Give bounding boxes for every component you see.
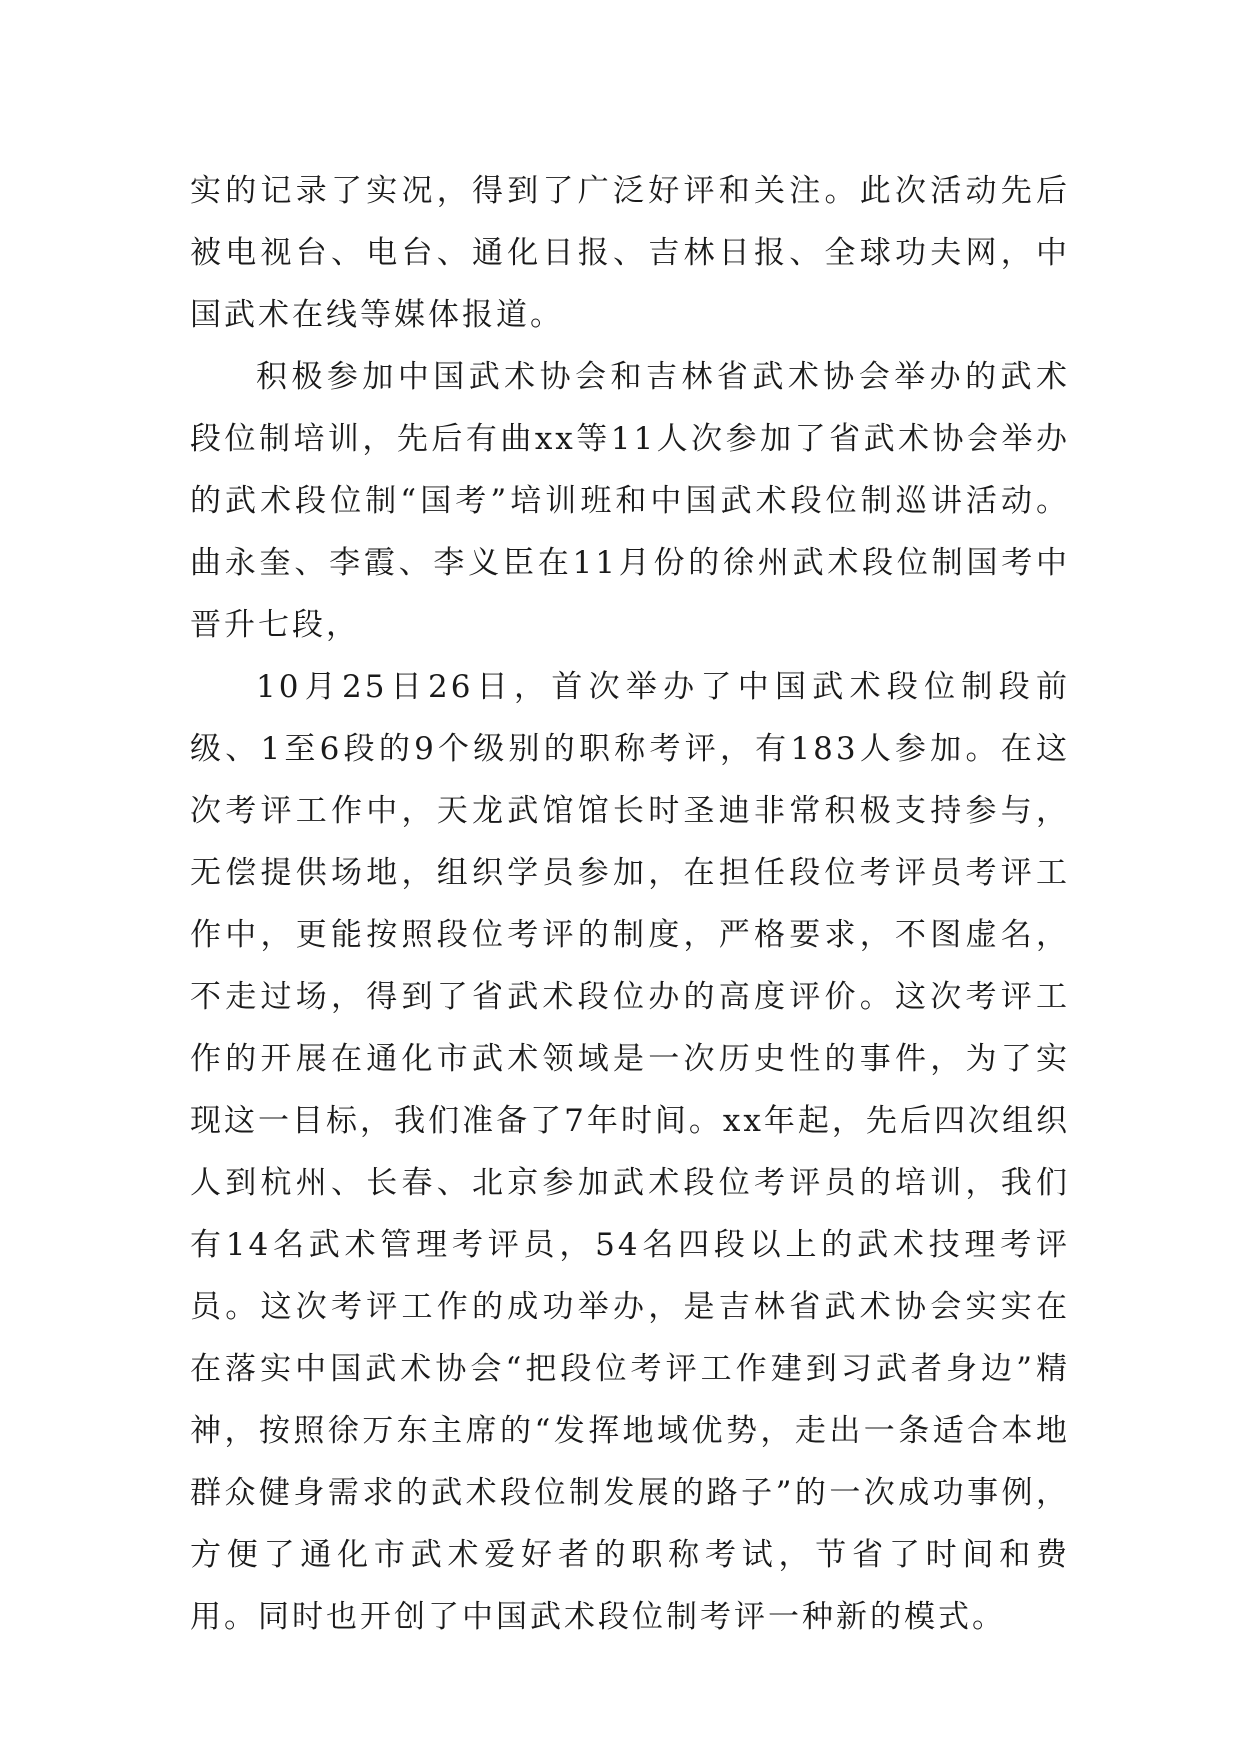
paragraph-assessment: 10月25日26日，首次举办了中国武术段位制段前级、1至6段的9个级别的职称考评，有183人参加。在这次考评工作中，天龙武馆馆长时圣迪非常积极支持参与，无偿提供场地，组织学员参加，在担任段位考评员考评工作中，更能按照段位考评的制度，严格要求，不图虚名，不走过场，得到了省武术段位办的高度评价。这次考评工作的开展在通化市武术领域是一次历史性的事件，为了实现这一目标，我们准备了7年时间。xx年起，先后四次组织人到杭州、长春、北京参加武术段位考评员的培训，我们有14名武术管理考评员，54名四段以上的武术技理考评员。这次考评工作的成功举办，是吉林省武术协会实实在在落实中国武术协会“把段位考评工作建到习武者身边”精神，按照徐万东主席的“发挥地域优势，走出一条适合本地群众健身需求的武术段位制发展的路子”的一次成功事例，方便了通化市武术爱好者的职称考试，节省了时间和费用。同时也开创了中国武术段位制考评一种新的模式。 xyxy=(190,669,1070,1635)
paragraph-media-coverage: 实的记录了实况，得到了广泛好评和关注。此次活动先后被电视台、电台、通化日报、吉林日报、全球功夫网，中国武术在线等媒体报道。 xyxy=(190,173,1070,333)
paragraph-training: 积极参加中国武术协会和吉林省武术协会举办的武术段位制培训，先后有曲xx等11人次参加了省武术协会举办的武术段位制“国考”培训班和中国武术段位制巡讲活动。曲永奎、李霞、李义臣在11月份的徐州武术段位制国考中晋升七段， xyxy=(190,359,1070,643)
body-text xyxy=(190,160,1070,1648)
